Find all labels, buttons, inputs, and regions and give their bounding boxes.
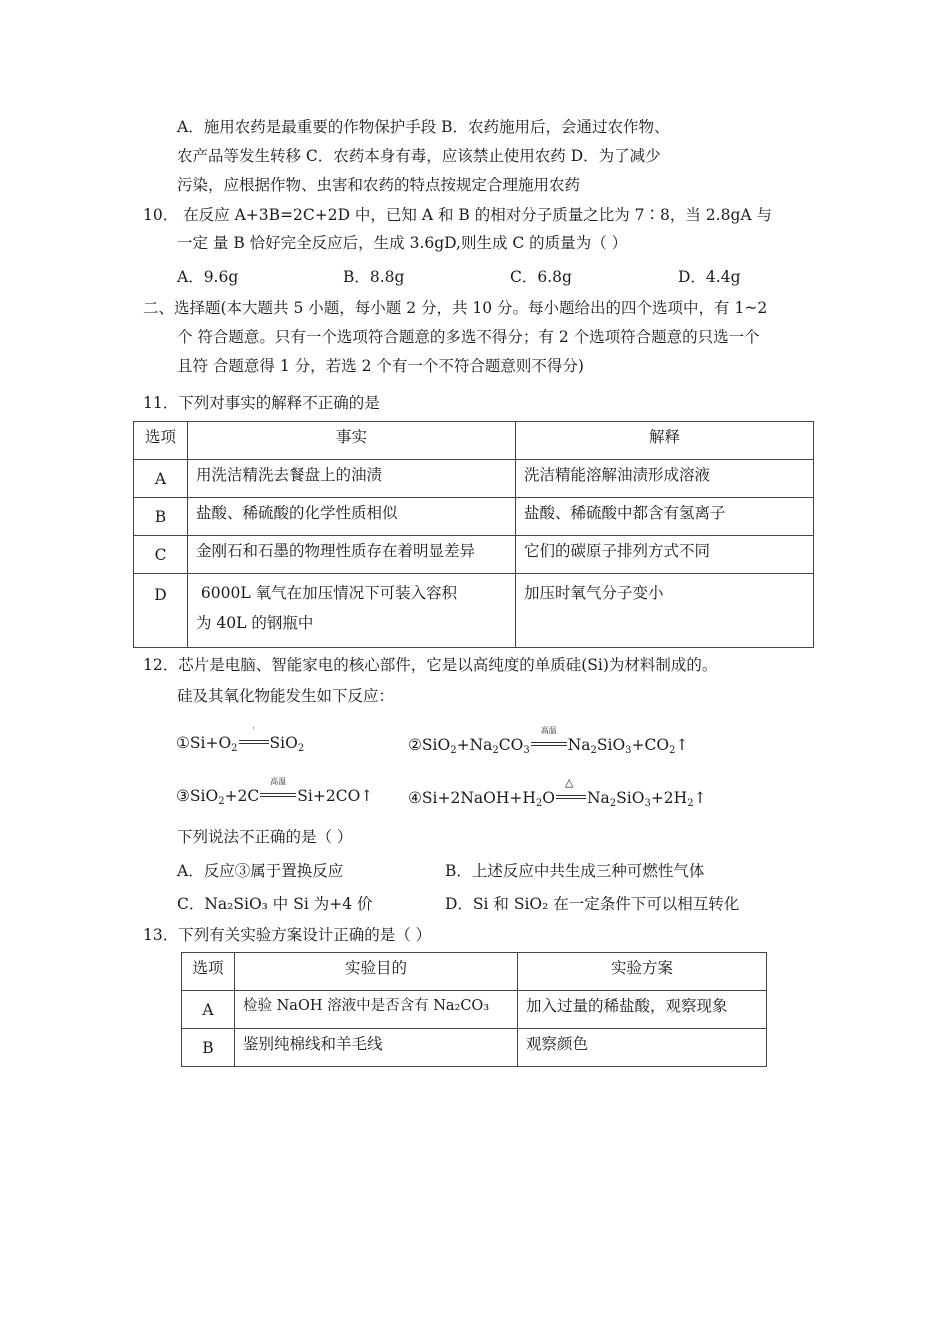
q13-row-a-purpose: 检验 NaOH 溶液中是否含有 Na₂CO₃ [235, 991, 518, 1029]
q13-row-b-purpose: 鉴别纯棉线和羊毛线 [235, 1029, 518, 1067]
q11-header-reason: 解释 [516, 422, 814, 460]
q13-table [181, 952, 767, 1067]
q10-option-b: B．8.8g [343, 268, 405, 286]
q10-stem-line-1: 10． 在反应 A+3B=2C+2D 中，已知 A 和 B 的相对分子质量之比为 7∶8，当 2.8gA 与 [143, 206, 772, 224]
table-row [134, 460, 814, 498]
table-row [134, 574, 814, 648]
q13-row-b-plan: 观察颜色 [518, 1029, 767, 1067]
q11-row-a-fact: 用洗洁精洗去餐盘上的油渍 [188, 460, 516, 498]
q11-row-c-fact: 金刚石和石墨的物理性质存在着明显差异 [188, 536, 516, 574]
q11-row-b-option: B [134, 498, 188, 536]
heat-label: △ [564, 776, 574, 789]
q10-option-c: C．6.8g [510, 268, 572, 286]
q9-option-line-1: A．施用农药是最重要的作物保护手段 B．农药施用后，会通过农作物、 [177, 118, 670, 136]
q12-reaction-1: $①Si+O_2$ · SiO$_2$ [176, 724, 305, 754]
q11-row-d-reason: 加压时氧气分子变小 [516, 574, 814, 648]
q12-stem-line-2: 硅及其氧化物能发生如下反应： [177, 687, 395, 705]
q11-header-row [134, 422, 814, 460]
q12-option-b: B．上述反应中共生成三种可燃性气体 [445, 862, 705, 880]
q13-row-a-plan: 加入过量的稀盐酸，观察现象 [518, 991, 767, 1029]
section2-intro-line-3: 且符 合题意得 1 分，若选 2 个有一个不符合题意则不得分) [177, 357, 584, 375]
q12-option-a: A．反应③属于置换反应 [177, 862, 344, 880]
q11-row-a-reason: 洗洁精能溶解油渍形成溶液 [516, 460, 814, 498]
q11-row-b-fact: 盐酸、稀硫酸的化学性质相似 [188, 498, 516, 536]
q12-reaction-2: $②SiO_2+Na_2CO_3$ 高温 $Na_2SiO_3+CO_2↑$ [408, 726, 689, 756]
q13-stem: 13．下列有关实验方案设计正确的是（ ） [143, 926, 432, 944]
table-row [182, 991, 767, 1029]
q11-table [133, 421, 814, 648]
high-temp-label: 高温 [270, 777, 287, 786]
q13-header-plan: 实验方案 [518, 953, 767, 991]
q12-stem-line-1: 12．芯片是电脑、智能家电的核心部件，它是以高纯度的单质硅(Si)为材料制成的。 [143, 656, 718, 674]
q11-row-c-reason: 它们的碳原子排列方式不同 [516, 536, 814, 574]
q11-row-c-option: C [134, 536, 188, 574]
q10-stem-line-2: 一定 量 B 恰好完全反应后，生成 3.6gD,则生成 C 的质量为（ ） [177, 234, 628, 252]
q11-header-fact: 事实 [188, 422, 516, 460]
q10-option-a: A．9.6g [177, 268, 239, 286]
section2-intro-line-1: 二、选择题(本大题共 5 小题，每小题 2 分，共 10 分。每小题给出的四个选项中，有 1~2 [143, 299, 768, 317]
table-row [134, 498, 814, 536]
q12-question: 下列说法不正确的是（ ） [177, 828, 353, 846]
q12-option-c: C．Na₂SiO₃ 中 Si 为+4 价 [177, 895, 373, 913]
q11-row-d-fact-line-2: 为 40L 的钢瓶中 [196, 614, 314, 632]
q11-header-option: 选项 [134, 422, 188, 460]
section2-intro-line-2: 个 符合题意。只有一个选项符合题意的多选不得分；有 2 个选项符合题意的只选一个 [177, 328, 760, 346]
high-temp-label: 高温 [540, 726, 557, 735]
q12-reaction-4: $④Si+2NaOH+H_2O$ △ $Na_2SiO_3+2H_2↑$ [408, 776, 707, 809]
q11-stem: 11．下列对事实的解释不正确的是 [143, 394, 380, 412]
q13-header-row [182, 953, 767, 991]
q13-row-a-option: A [182, 991, 235, 1029]
q12-option-d: D．Si 和 SiO₂ 在一定条件下可以相互转化 [445, 895, 740, 913]
q11-row-d-option: D [134, 574, 188, 648]
q11-row-d-fact [188, 574, 516, 648]
q13-header-purpose: 实验目的 [235, 953, 518, 991]
q13-header-option: 选项 [182, 953, 235, 991]
q9-option-line-3: 污染，应根据作物、虫害和农药的特点按规定合理施用农药 [177, 176, 581, 194]
table-row [182, 1029, 767, 1067]
q11-row-b-reason: 盐酸、稀硫酸中都含有氢离子 [516, 498, 814, 536]
table-row [134, 536, 814, 574]
q13-row-b-option: B [182, 1029, 235, 1067]
q9-option-line-2: 农产品等发生转移 C．农药本身有毒，应该禁止使用农药 D．为了减少 [177, 147, 661, 165]
q10-option-d: D．4.4g [678, 268, 741, 286]
q12-reaction-3: ③SiO$_2$+2C 高温 Si+2CO↑ [176, 777, 374, 807]
q11-row-a-option: A [134, 460, 188, 498]
q11-row-d-fact-line-1: 6000L 氧气在加压情况下可装入容积 [196, 584, 458, 602]
